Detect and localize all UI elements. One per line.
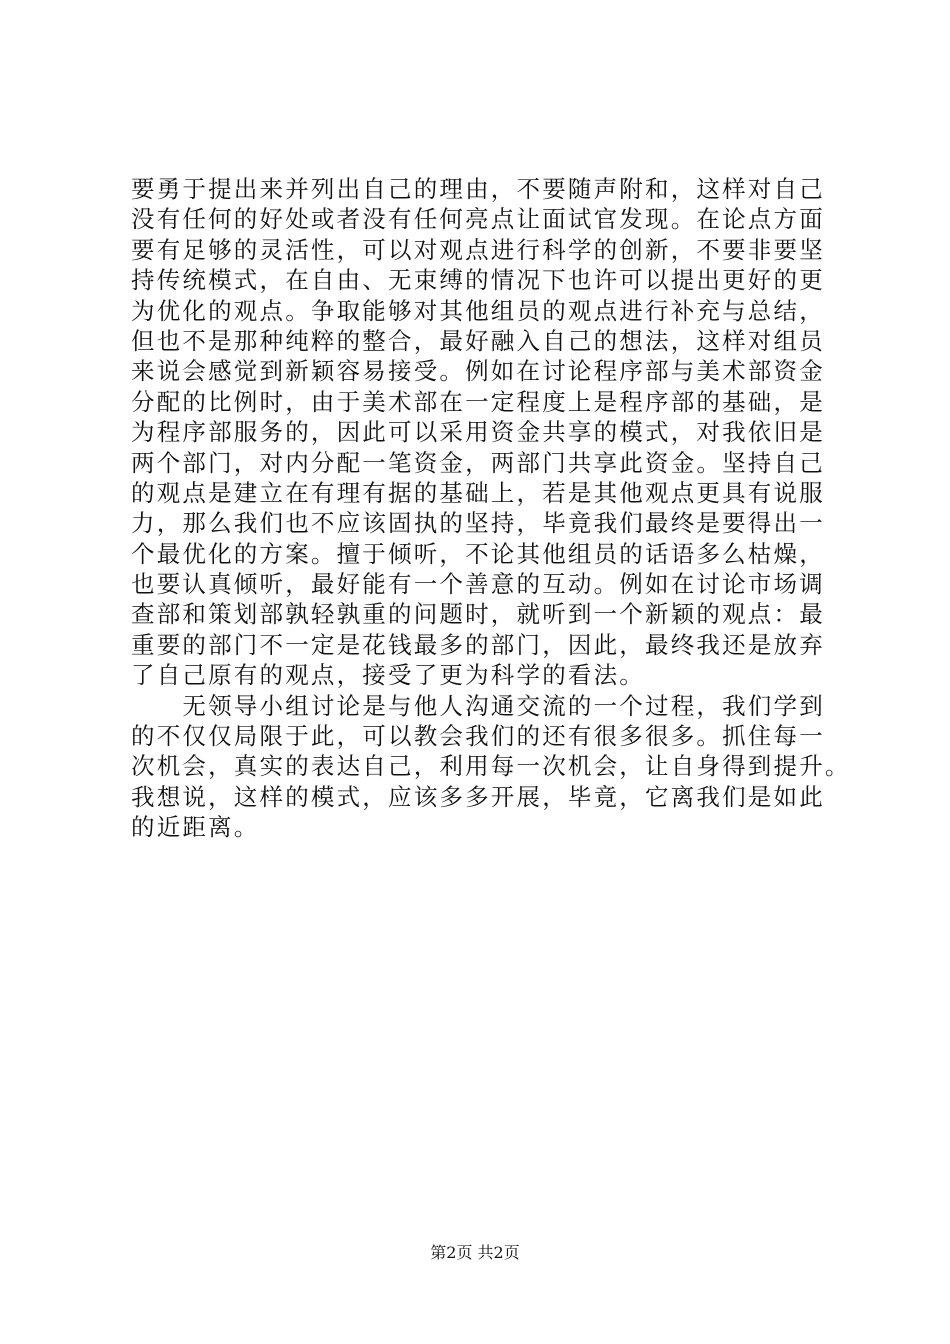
text-line: 也要认真倾听，最好能有一个善意的互动。例如在讨论市场调 bbox=[131, 570, 825, 599]
text-line: 的不仅仅局限于此，可以教会我们的还有很多很多。抓住每一 bbox=[131, 722, 825, 751]
text-line: 要有足够的灵活性，可以对观点进行科学的创新，不要非要坚 bbox=[131, 235, 825, 264]
text-line: 来说会感觉到新颖容易接受。例如在讨论程序部与美术部资金 bbox=[131, 357, 825, 386]
text-line: 为优化的观点。争取能够对其他组员的观点进行补充与总结， bbox=[131, 296, 825, 325]
text-line: 分配的比例时，由于美术部在一定程度上是程序部的基础，是 bbox=[131, 387, 825, 416]
page-number-footer: 第2页 共2页 bbox=[430, 1243, 520, 1262]
text-line: 的观点是建立在有理有据的基础上，若是其他观点更具有说服 bbox=[131, 478, 825, 507]
text-line: 查部和策划部孰轻孰重的问题时，就听到一个新颖的观点：最 bbox=[131, 600, 825, 629]
text-line: 要勇于提出来并列出自己的理由，不要随声附和，这样对自己 bbox=[131, 175, 825, 203]
text-line: 力，那么我们也不应该固执的坚持，毕竟我们最终是要得出一 bbox=[131, 509, 825, 538]
text-line: 两个部门，对内分配一笔资金，两部门共享此资金。坚持自己 bbox=[131, 448, 825, 477]
body-text bbox=[131, 174, 851, 843]
text-line: 没有任何的好处或者没有任何亮点让面试官发现。在论点方面 bbox=[131, 205, 825, 234]
text-line: 的近距离。 bbox=[131, 813, 260, 842]
text-line: 我想说，这样的模式，应该多多开展，毕竟，它离我们是如此 bbox=[131, 782, 825, 811]
text-line: 无领导小组讨论是与他人沟通交流的一个过程，我们学到 bbox=[131, 691, 825, 720]
text-line: 了自己原有的观点，接受了更为科学的看法。 bbox=[131, 661, 645, 690]
text-line: 但也不是那种纯粹的整合，最好融入自己的想法，这样对组员 bbox=[131, 326, 825, 355]
text-line: 重要的部门不一定是花钱最多的部门，因此，最终我还是放弃 bbox=[131, 630, 825, 659]
text-line: 个最优化的方案。擅于倾听，不论其他组员的话语多么枯燥， bbox=[131, 539, 825, 568]
text-line: 次机会，真实的表达自己，利用每一次机会，让自身得到提升。 bbox=[131, 752, 851, 781]
text-line: 持传统模式，在自由、无束缚的情况下也许可以提出更好的更 bbox=[131, 266, 825, 295]
text-line: 为程序部服务的，因此可以采用资金共享的模式，对我依旧是 bbox=[131, 418, 825, 447]
